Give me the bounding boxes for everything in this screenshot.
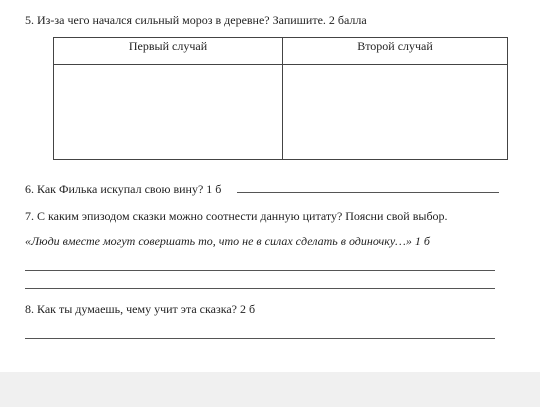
answer-line-question-6[interactable] bbox=[237, 192, 499, 193]
table-answer-row bbox=[54, 65, 508, 160]
answer-table bbox=[53, 37, 508, 160]
question-6: 6. Как Филька искупал свою вину? 1 б bbox=[25, 182, 222, 196]
question-7: 7. С каким эпизодом сказки можно соотнести данную цитату? Поясни свой выбор. bbox=[25, 209, 448, 223]
question-5: 5. Из-за чего начался сильный мороз в деревне? Запишите. 2 балла bbox=[25, 13, 367, 27]
header-second-case: Второй случай bbox=[283, 38, 508, 65]
question-8: 8. Как ты думаешь, чему учит эта сказка? 2 б bbox=[25, 302, 256, 316]
answer-line-question-7-1[interactable] bbox=[25, 270, 495, 271]
answer-cell-first-case[interactable] bbox=[54, 65, 283, 160]
quote-text: «Люди вместе могут совершать то, что не в силах сделать в одиночку…» 1 б bbox=[25, 234, 430, 248]
page-footer-area bbox=[0, 372, 540, 407]
answer-cell-second-case[interactable] bbox=[283, 65, 508, 160]
answer-line-question-7-2[interactable] bbox=[25, 288, 495, 289]
table-header-row bbox=[54, 38, 508, 65]
answer-line-question-8[interactable] bbox=[25, 338, 495, 339]
header-first-case: Первый случай bbox=[54, 38, 283, 65]
